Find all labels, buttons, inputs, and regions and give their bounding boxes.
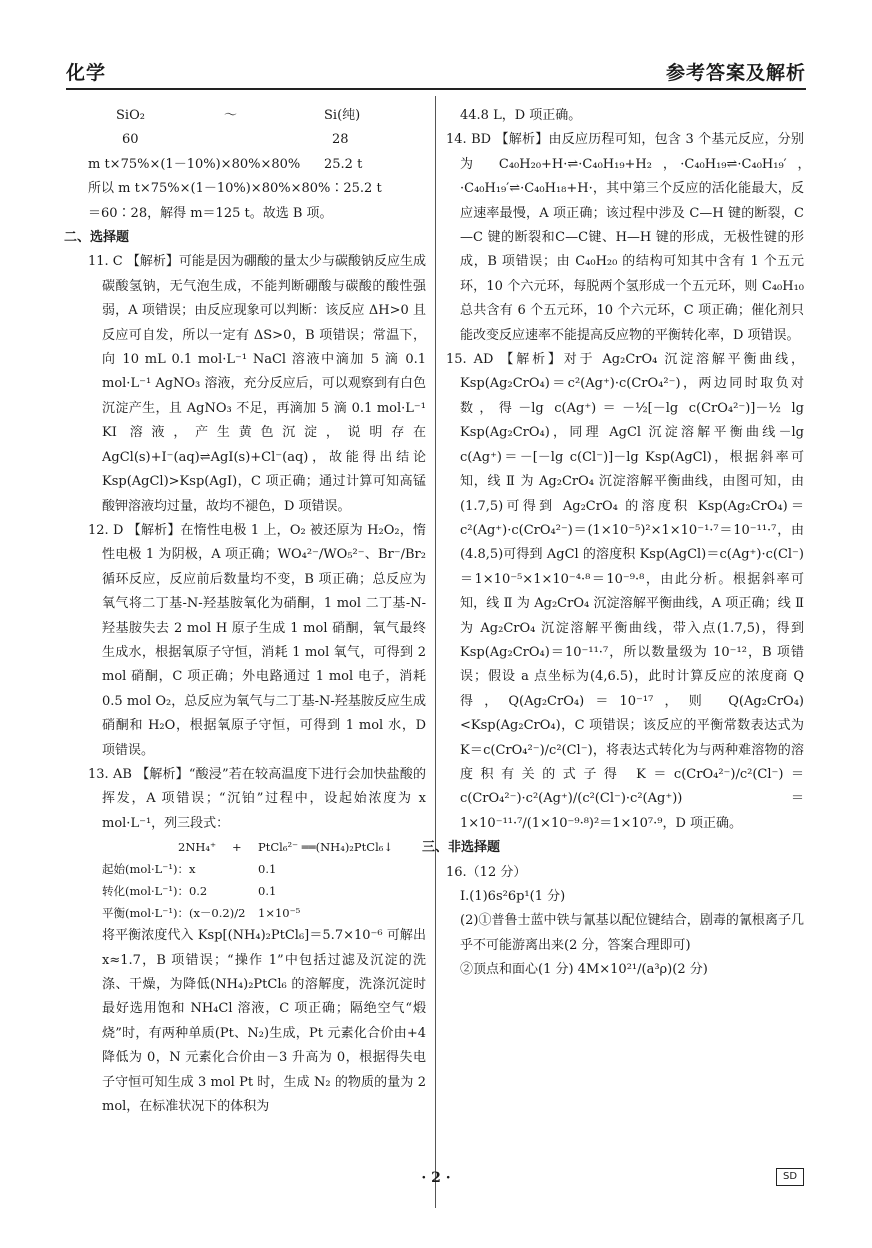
answer-11: 11. C 【解析】可能是因为硼酸的量太少与碳酸钠反应生成碳酸氢钠，无气泡生成，不能判断硼酸与碳酸的酸性强弱，A 项错误；由反应现象可以判断：该反应 ΔH>0 且反应可自发，所以一定有 ΔS>0，B 项错误；常温下，向 10 mL 0.1 mol·L⁻¹ NaCl 溶液中滴加 5 滴 0.1 mol·L⁻¹ AgNO₃ 溶液，充分反应后，可以观察到有白色沉淀产生，且 AgNO₃ 不足，再滴加 5 滴 0.1 mol·L⁻¹ KI 溶液，产生黄色沉淀，说明存在 AgCl(s)+I⁻(aq)⇌AgI(s)+Cl⁻(aq)，故能得出结论 Ksp(AgCl)>Ksp(AgI)，C 项正确；通过计算可知高锰酸钾溶液均过量，故均不褪色，D 项错误。 [88,254,426,514]
answer-12: 12. D 【解析】在惰性电极 1 上，O₂ 被还原为 H₂O₂，惰性电极 1 为阴极，A 项正确；WO₄²⁻/WO₅²⁻、Br⁻/Br₂ 循环反应，反应前后数量均不变，B 项正确；总反应为氧气将二丁基-N-羟基胺氧化为硝酮，1 mol 二丁基-N-羟基胺失去 2 mol H 原子生成 1 mol 硝酮，氧气最终生成水，根据氧原子守恒，消耗 1 mol 氧气，可得到 2 mol 硝酮，C 项正确；外电路通过 1 mol 电子，消耗 0.5 mol O₂，总反应为氧气与二丁基-N-羟基胺反应生成硝酮和 H₂O，根据氧原子守恒，可得到 1 mol 水，D 项错误。 [88,522,426,758]
document-title: 参考答案及解析 [665,62,806,84]
answer-16-part-1: Ⅰ.(1)6s²6p¹(1 分) [460,889,566,904]
ice-equation: 2NH₄⁺ + PtCl₆²⁻ ══(NH₄)₂PtCl₆↓ [178,840,393,855]
left-column [64,104,426,1119]
edition-badge: SD [776,1168,804,1186]
answer-13-continued: 将平衡浓度代入 Ksp[(NH₄)₂PtCl₆]＝5.7×10⁻⁶ 可解出 x≈1.7，B 项错误；“操作 1”中包括过滤及沉淀的洗涤、干燥，为降低(NH₄)₂PtCl₆ 的溶解度，洗涤沉淀时最好选用饱和 NH₄Cl 溶液，C 项正确；隔绝空气“煅烧”时，有两种单质(Pt、N₂)生成，Pt 元素化合价由+4 降低为 0，N 元素化合价由－3 升高为 0，根据得失电子守恒可知生成 3 mol Pt 时，生成 N₂ 的物质的量为 2 mol，在标准状况下的体积为 [102,928,426,1115]
answer-16-part-3: ②顶点和面心(1 分) 4M×10²¹/(a³ρ)(2 分) [460,962,708,978]
answer-13: 13. AB 【解析】“酸浸”若在较高温度下进行会加快盐酸的挥发，A 项错误；“沉铂”过程中，设起始浓度为 x mol·L⁻¹，列三段式： [88,766,426,831]
calc-row-1: SiO₂ ～ Si(纯) [116,108,361,123]
ice-equilibrium: 平衡(mol·L⁻¹)：(x－0.2)/2 1×10⁻⁵ [102,906,301,921]
answer-13-end: 44.8 L，D 项正确。 [460,108,582,123]
subject-title: 化学 [66,62,107,84]
ice-table [88,836,426,924]
calc-row-2: 60 28 [122,132,349,148]
answer-15: 15. AD 【解析】对于 Ag₂CrO₄ 沉淀溶解平衡曲线，Ksp(Ag₂CrO₄)＝c²(Ag⁺)·c(CrO₄²⁻)，两边同时取负对数，得－lg c(Ag⁺)＝－½[－lg c(CrO₄²⁻)]－½ lg Ksp(Ag₂CrO₄)，同理 AgCl 沉淀溶解平衡曲线－lg c(Ag⁺)＝－[－lg c(Cl⁻)]－lg Ksp(AgCl)，根据斜率可知，线 Ⅱ 为 Ag₂CrO₄ 沉淀溶解平衡曲线，由图可知，由(1.7,5)可得到 Ag₂CrO₄ 的溶度积 Ksp(Ag₂CrO₄)＝c²(Ag⁺)·c(CrO₄²⁻)＝(1×10⁻⁵)²×1×10⁻¹·⁷＝10⁻¹¹·⁷，由(4.8,5)可得到 AgCl 的溶度积 Ksp(AgCl)＝c(Ag⁺)·c(Cl⁻)＝1×10⁻⁵×1×10⁻⁴·⁸＝10⁻⁹·⁸，由此分析。根据斜率可知，线 Ⅱ 为 Ag₂CrO₄ 沉淀溶解平衡曲线，A 项正确；线 Ⅱ 为 Ag₂CrO₄ 沉淀溶解平衡曲线，带入点(1.7,5)，得到 Ksp(Ag₂CrO₄)＝10⁻¹¹·⁷，所以数量级为 10⁻¹²，B 项错误；假设 a 点坐标为(4,6.5)，此时计算反应的浓度商 Q 得，Q(Ag₂CrO₄)＝10⁻¹⁷，则 Q(Ag₂CrO₄)<Ksp(Ag₂CrO₄)，C 项错误；该反应的平衡常数表达式为 K＝c(CrO₄²⁻)/c²(Cl⁻)，将表达式转化为与两种难溶物的溶度积有关的式子得 K＝c(CrO₄²⁻)/c²(Cl⁻)＝c(CrO₄²⁻)·c²(Ag⁺)/(c²(Cl⁻)·c²(Ag⁺))＝1×10⁻¹¹·⁷/(1×10⁻⁹·⁸)²＝1×10⁷·⁹，D 项正确。 [446,352,804,831]
right-column [422,104,804,983]
calc-text-2: ＝60∶28，解得 m＝125 t。故选 B 项。 [88,205,333,221]
answer-16-part-2: (2)①普鲁士蓝中铁与氰基以配位键结合，剧毒的氰根离子几乎不可能游离出来(2 分，答案合理即可) [460,913,804,953]
column-divider [435,96,436,1208]
question-16-title: 16.（12 分） [446,864,527,880]
header-rule [66,88,806,90]
ice-change: 转化(mol·L⁻¹)：0.2 0.1 [102,884,277,899]
answer-14: 14. BD 【解析】由反应历程可知，包含 3 个基元反应，分别为 C₄₀H₂₀+H·⇌·C₄₀H₁₉+H₂，·C₄₀H₁₉⇌·C₄₀H₁₉′，·C₄₀H₁₉′⇌·C₄₀H₁₈+H·，其中第三个反应的活化能最大，反应速率最慢，A 项正确；该过程中涉及 C—H 键的断裂，C—C 键的断裂和C—C键、H—H 键的形成，无极性键的形成，B 项错误；由 C₄₀H₂₀ 的结构可知其中含有 1 个五元环，10 个六元环，每脱两个氢形成一个五元环，则 C₄₀H₁₀ 总共含有 6 个五元环，10 个六元环，C 项正确；催化剂只能改变反应速率不能提高反应物的平衡转化率，D 项错误。 [446,132,804,343]
section-heading-2: 二、选择题 [64,230,130,246]
calc-row-3: m t×75%×(1－10%)×80%×80% 25.2 t [88,156,363,172]
ice-start: 起始(mol·L⁻¹)：x 0.1 [102,862,277,877]
page-number: · 2 · [421,1170,451,1186]
calc-text-1: 所以 m t×75%×(1－10%)×80%×80%∶25.2 t [88,181,382,197]
section-heading-3: 三、非选择题 [422,840,501,856]
